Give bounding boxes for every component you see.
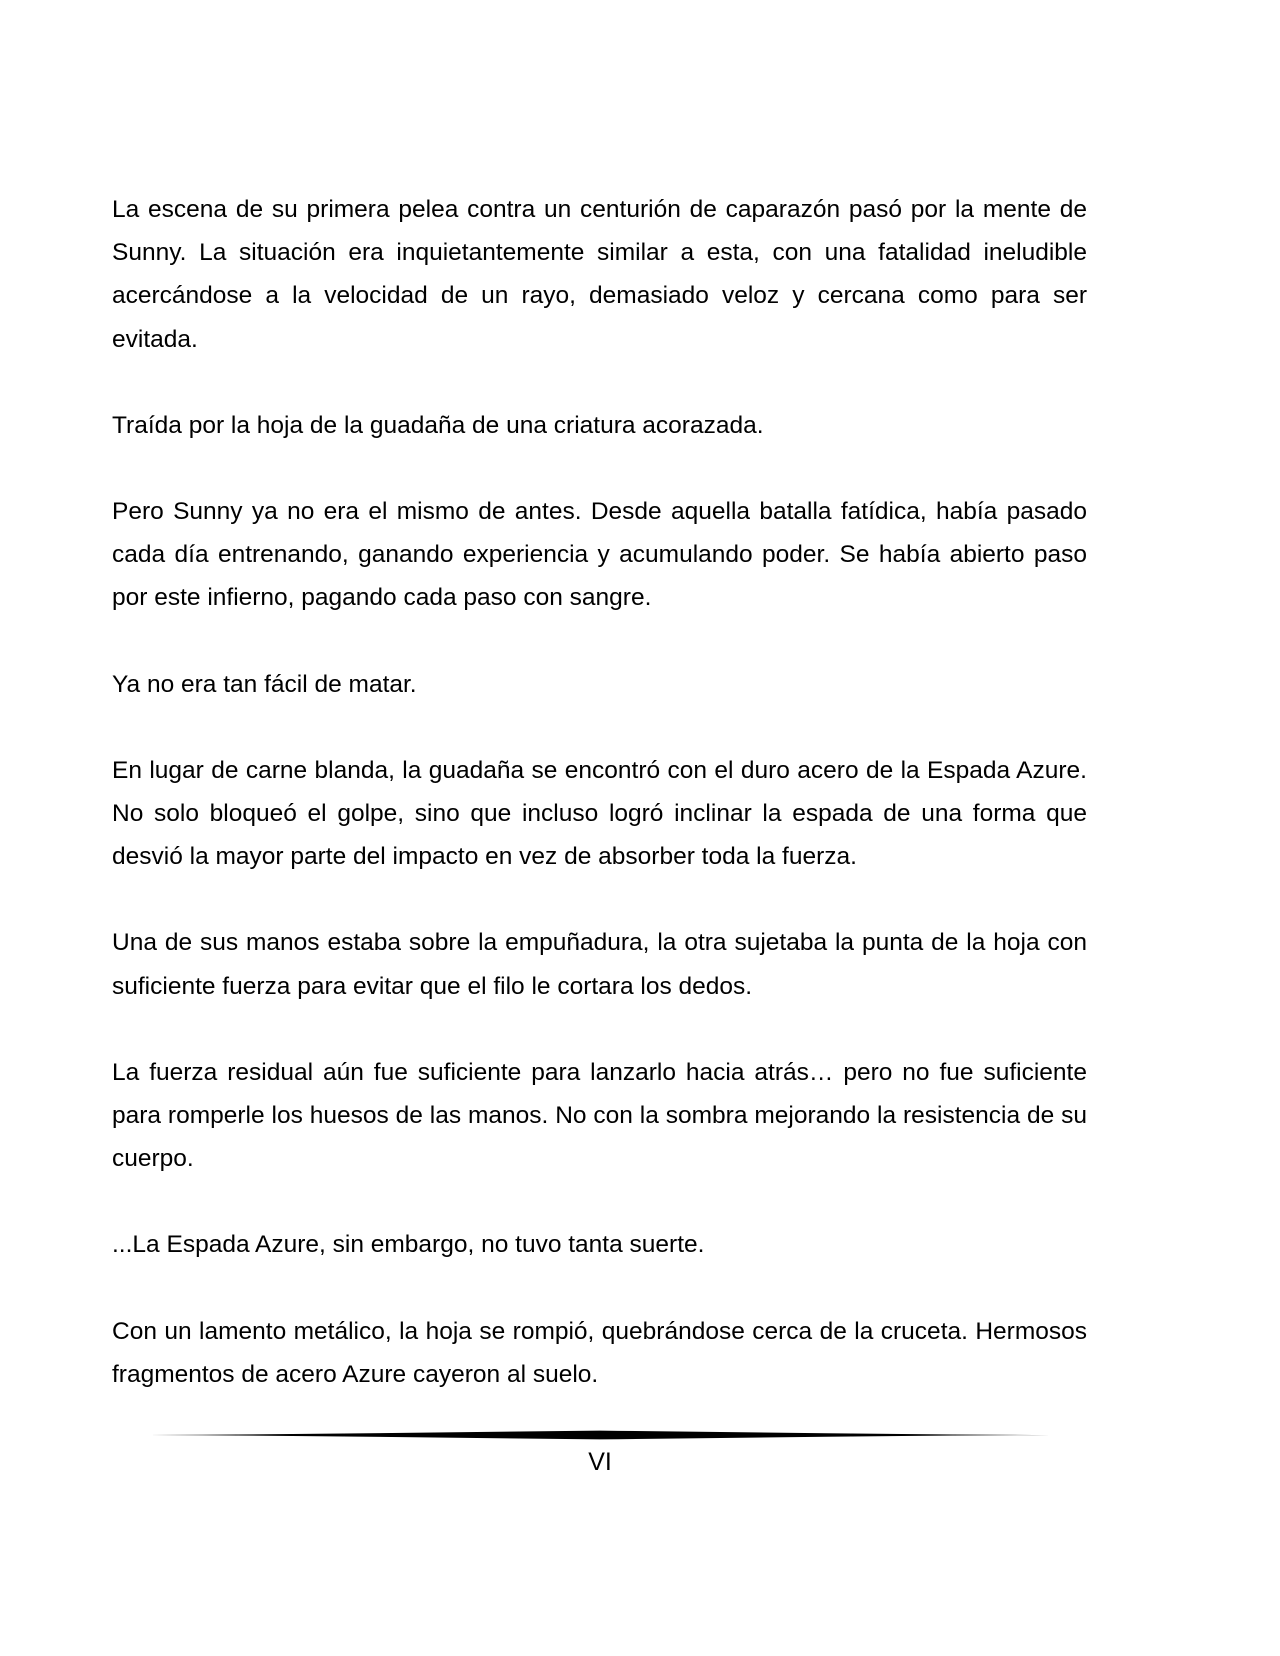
paragraph: La fuerza residual aún fue suficiente para lanzarlo hacia atrás… pero no fue suficiente para romperle los huesos de las manos. No con la sombra mejorando la resistencia de su cuerpo. [112, 1058, 1087, 1173]
paragraph: Con un lamento metálico, la hoja se rompió, quebrándose cerca de la cruceta. Hermosos fragmentos de acero Azure cayeron al suelo. [112, 1317, 1087, 1388]
body-text [112, 188, 1087, 1396]
page-number: VI [588, 1448, 612, 1476]
paragraph: Pero Sunny ya no era el mismo de antes. Desde aquella batalla fatídica, había pasado cada día entrenando, ganando experiencia y acumulando poder. Se había abierto paso por este infierno, pagando cada paso con sangre. [112, 498, 1087, 612]
footer-divider [150, 1428, 1050, 1442]
paragraph: Una de sus manos estaba sobre la empuñadura, la otra sujetaba la punta de la hoja con suficiente fuerza para evitar que el filo le cortara los dedos. [112, 929, 1087, 1000]
paragraph: La escena de su primera pelea contra un centurión de caparazón pasó por la mente de Sunny. La situación era inquietantemente similar a esta, con una fatalidad ineludible acercándose a la velocidad de un rayo, demasiado veloz y cercana como para ser evitada. [112, 196, 1087, 353]
paragraph: En lugar de carne blanda, la guadaña se encontró con el duro acero de la Espada Azure. No solo bloqueó el golpe, sino que incluso logró inclinar la espada de una forma que desvió la mayor parte del impacto en vez de absorber toda la fuerza. [112, 756, 1087, 871]
paragraph: Ya no era tan fácil de matar. [112, 670, 417, 698]
paragraph: ...La Espada Azure, sin embargo, no tuvo tanta suerte. [112, 1231, 705, 1259]
paragraph: Traída por la hoja de la guadaña de una criatura acorazada. [112, 411, 764, 439]
